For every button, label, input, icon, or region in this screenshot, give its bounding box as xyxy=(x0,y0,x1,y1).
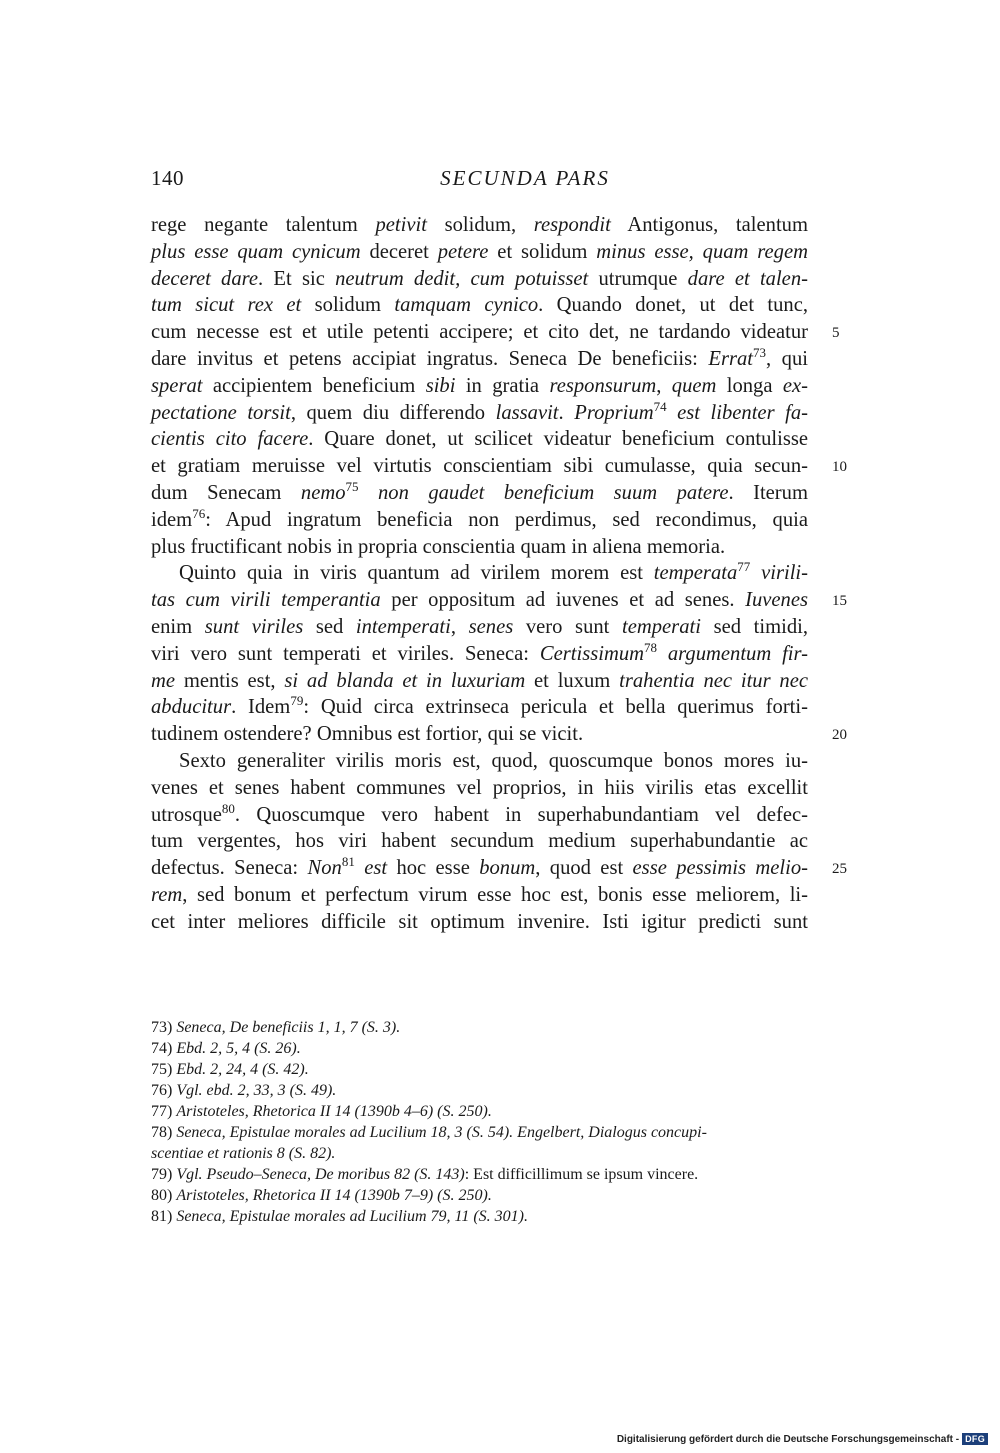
line-number: 5 xyxy=(832,325,840,341)
text-line: deceret dare. Et sic neutrum dedit, cum potuisset utrumque dare et talen- xyxy=(151,268,808,290)
footnote-text: Ebd. 2, 24, 4 (S. 42). xyxy=(176,1061,309,1078)
page-number: 140 xyxy=(151,166,184,190)
footnote-number: 78) xyxy=(151,1124,177,1141)
text-line: rege negante talentum petivit solidum, respondit Antigonus, talentum xyxy=(151,214,808,236)
footnote xyxy=(151,1038,831,1059)
footnotes xyxy=(151,1017,831,1227)
text-line: cum necesse est et utile petenti accipere; et cito det, ne tardando videatur xyxy=(151,321,808,343)
text-line: pectatione torsit, quem diu differendo lassavit. Proprium$^{74}$ est libenter fa- xyxy=(151,399,809,424)
text-line: cientis cito facere. Quare donet, ut scilicet videatur beneficium contulisse xyxy=(151,428,808,450)
text-line: enim sunt viriles sed intemperati, senes vero sunt temperati sed timidi, xyxy=(151,616,808,638)
text-line: rem, sed bonum et perfectum virum esse hoc est, bonis esse meliorem, li- xyxy=(151,884,808,906)
text-line: plus fructificant nobis in propria conscientia quam in aliena memoria. xyxy=(151,536,726,558)
footnote xyxy=(151,1080,831,1101)
line-number: 20 xyxy=(832,727,847,743)
footnote-text: scentiae et rationis 8 (S. 82). xyxy=(151,1145,336,1162)
footnote-text: Aristoteles, Rhetorica II 14 (1390b 7–9) (S. 250). xyxy=(176,1187,492,1204)
footnote xyxy=(151,1017,831,1038)
text-line: tum sicut rex et solidum tamquam cynico. Quando donet, ut det tunc, xyxy=(151,294,809,316)
text-line: me mentis est, si ad blanda et in luxuriam et luxum trahentia nec itur nec xyxy=(151,670,808,692)
footnote-number: 74) xyxy=(151,1040,177,1057)
footnote xyxy=(151,1101,831,1122)
footnote xyxy=(151,1143,831,1164)
text-line: viri vero sunt temperati et viriles. Seneca: Certissimum$^{78}$ argumentum fir- xyxy=(151,640,808,665)
footnote-text: Ebd. 2, 5, 4 (S. 26). xyxy=(176,1040,301,1057)
text-line: dum Senecam nemo$^{75}$ non gaudet beneficium suum patere. Iterum xyxy=(151,479,808,504)
text-line: utrosque$^{80}$. Quoscumque vero habent in superhabundantiam vel defec- xyxy=(151,801,808,826)
text-line: et gratiam meruisse vel virtutis conscientiam sibi cumulasse, quia secun- xyxy=(151,455,808,477)
text-line: sperat accipientem beneficium sibi in gratia responsurum, quem longa ex- xyxy=(151,375,808,397)
text-line: tum vergentes, hos viri habent secundum medium superhabundantie ac xyxy=(151,830,808,852)
footnote-text: Aristoteles, Rhetorica II 14 (1390b 4–6) (S. 250). xyxy=(176,1103,492,1120)
dfg-logo: DFG xyxy=(962,1433,988,1445)
text-line: cet inter meliores difficile sit optimum invenire. Isti igitur predicti sunt xyxy=(151,911,808,933)
footnote-text: Vgl. Pseudo–Seneca, De moribus 82 (S. 143): Est difficillimum se ipsum vincere. xyxy=(176,1166,699,1183)
footnote-text: Vgl. ebd. 2, 33, 3 (S. 49). xyxy=(176,1082,337,1099)
text-line: Quinto quia in viris quantum ad virilem morem est temperata$^{77}$ virili- xyxy=(179,559,808,584)
credit-text: Digitalisierung gefördert durch die Deutsche Forschungsgemeinschaft - xyxy=(616,1433,960,1445)
line-number: 10 xyxy=(832,459,847,475)
footnote-text: Seneca, Epistulae morales ad Lucilium 79, 11 (S. 301). xyxy=(176,1208,528,1225)
footnote-number: 76) xyxy=(151,1082,177,1099)
text-line: plus esse quam cynicum deceret petere et solidum minus esse, quam regem xyxy=(151,241,808,263)
footnote xyxy=(151,1164,831,1185)
footnote-number: 79) xyxy=(151,1166,177,1183)
text-line: dare invitus et petens accipiat ingratus. Seneca De beneficiis: Errat$^{73}$, qui xyxy=(151,345,808,370)
footnote-text: Seneca, Epistulae morales ad Lucilium 18, 3 (S. 54). Engelbert, Dialogus concupi- xyxy=(176,1124,707,1141)
text-line: abducitur. Idem$^{79}$: Quid circa extrinseca pericula et bella querimus forti- xyxy=(151,693,808,718)
footnote-number: 80) xyxy=(151,1187,177,1204)
footnote-number: 75) xyxy=(151,1061,177,1078)
text-line: tas cum virili temperantia per oppositum ad iuvenes et ad senes. Iuvenes xyxy=(151,589,808,611)
footnote xyxy=(151,1185,831,1206)
text-line: venes et senes habent communes vel proprios, in hiis virilis etas excellit xyxy=(151,777,808,799)
footnote-number: 81) xyxy=(151,1208,177,1225)
footnote-text: Seneca, De beneficiis 1, 1, 7 (S. 3). xyxy=(176,1019,401,1036)
footnote xyxy=(151,1122,831,1143)
running-head: SECUNDA PARS xyxy=(440,166,610,190)
text-line: defectus. Seneca: Non$^{81}$ est hoc esse bonum, quod est esse pessimis melio- xyxy=(151,854,808,879)
line-number: 15 xyxy=(832,593,847,609)
footnote-number: 73) xyxy=(151,1019,177,1036)
footnote-number: 77) xyxy=(151,1103,177,1120)
digitization-credit xyxy=(617,1433,988,1445)
text-line: tudinem ostendere? Omnibus est fortior, qui se vicit. xyxy=(151,723,584,745)
text-line: Sexto generaliter virilis moris est, quod, quoscumque bonos mores iu- xyxy=(179,750,808,772)
footnote xyxy=(151,1059,831,1080)
text-line: idem$^{76}$: Apud ingratum beneficia non perdimus, sed recondimus, quia xyxy=(151,506,808,531)
footnote xyxy=(151,1206,831,1227)
line-number: 25 xyxy=(832,861,847,877)
